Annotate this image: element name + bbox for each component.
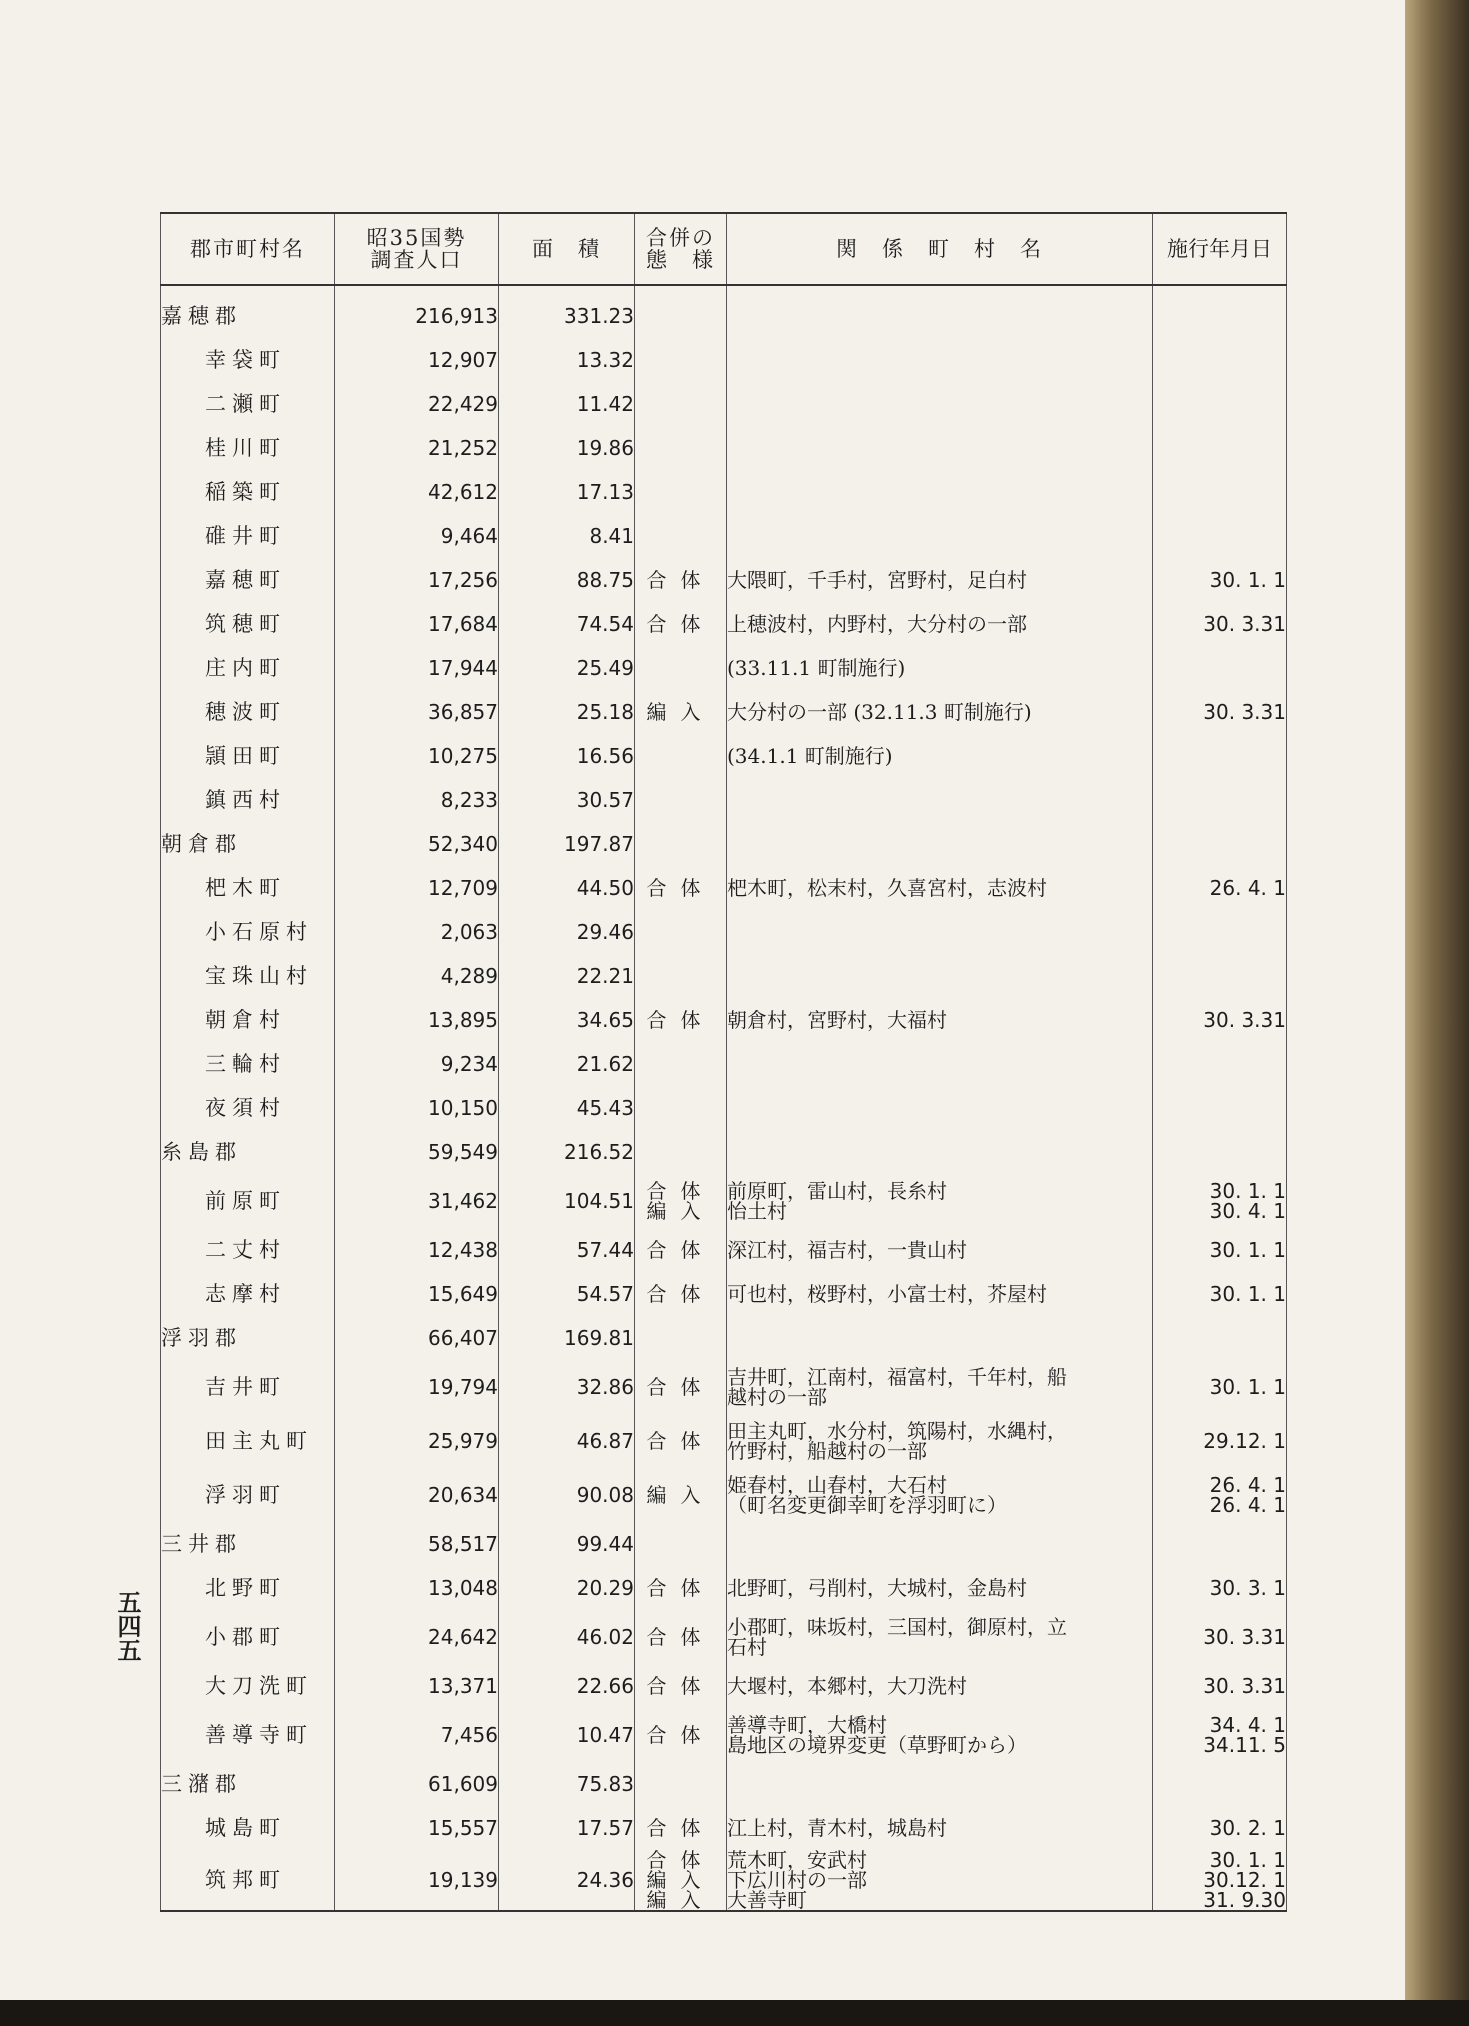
cell-date — [1153, 1522, 1287, 1566]
cell-date: 30. 1. 1 30.12. 1 31. 9.30 — [1153, 1850, 1287, 1911]
cell-name: 碓井町 — [161, 514, 335, 558]
cell-related — [727, 1762, 1153, 1806]
cell-population: 59,549 — [335, 1130, 499, 1174]
merger-table — [160, 212, 1287, 1912]
cell-merger-mode — [635, 1042, 727, 1086]
cell-related — [727, 822, 1153, 866]
cell-area: 30.57 — [499, 778, 635, 822]
table-row — [161, 1708, 1287, 1762]
cell-related: 北野町，弓削村，大城村，金島村 — [727, 1566, 1153, 1610]
cell-date: 30. 3.31 — [1153, 1664, 1287, 1708]
cell-population: 17,256 — [335, 558, 499, 602]
table-row — [161, 1130, 1287, 1174]
cell-date: 30. 3.31 — [1153, 1610, 1287, 1664]
cell-area: 99.44 — [499, 1522, 635, 1566]
cell-name: 小石原村 — [161, 910, 335, 954]
cell-population: 19,139 — [335, 1850, 499, 1911]
cell-related — [727, 426, 1153, 470]
cell-population: 9,464 — [335, 514, 499, 558]
cell-population: 52,340 — [335, 822, 499, 866]
cell-population: 9,234 — [335, 1042, 499, 1086]
cell-related: 大隈町，千手村，宮野村，足白村 — [727, 558, 1153, 602]
cell-area: 45.43 — [499, 1086, 635, 1130]
table-row — [161, 646, 1287, 690]
cell-merger-mode: 合体 — [635, 998, 727, 1042]
cell-name: 二丈村 — [161, 1228, 335, 1272]
cell-population: 2,063 — [335, 910, 499, 954]
cell-population: 13,371 — [335, 1664, 499, 1708]
cell-date — [1153, 954, 1287, 998]
table-row — [161, 338, 1287, 382]
cell-population: 17,944 — [335, 646, 499, 690]
table-row — [161, 602, 1287, 646]
cell-merger-mode — [635, 426, 727, 470]
table-row — [161, 1566, 1287, 1610]
cell-name: 浮羽町 — [161, 1468, 335, 1522]
cell-name: 嘉穂町 — [161, 558, 335, 602]
cell-population: 58,517 — [335, 1522, 499, 1566]
cell-merger-mode: 合体 — [635, 1806, 727, 1850]
cell-date: 30. 1. 1 — [1153, 558, 1287, 602]
cell-merger-mode: 合体 — [635, 602, 727, 646]
cell-date — [1153, 338, 1287, 382]
cell-name: 前原町 — [161, 1174, 335, 1228]
cell-related: (33.11.1 町制施行) — [727, 646, 1153, 690]
table-row — [161, 1360, 1287, 1414]
cell-date: 30. 1. 1 — [1153, 1360, 1287, 1414]
table-header-row — [161, 213, 1287, 285]
cell-merger-mode: 合体 — [635, 1360, 727, 1414]
cell-name: 朝倉郡 — [161, 822, 335, 866]
cell-related — [727, 514, 1153, 558]
cell-area: 19.86 — [499, 426, 635, 470]
cell-date — [1153, 470, 1287, 514]
cell-related: 小郡町，味坂村，三国村，御原村，立 石村 — [727, 1610, 1153, 1664]
cell-date — [1153, 514, 1287, 558]
table-row — [161, 1468, 1287, 1522]
cell-population: 21,252 — [335, 426, 499, 470]
table-row — [161, 998, 1287, 1042]
cell-name: 田主丸町 — [161, 1414, 335, 1468]
table-row — [161, 1086, 1287, 1130]
cell-population: 22,429 — [335, 382, 499, 426]
header-merger-mode: 合併の 態 様 — [635, 213, 727, 285]
header-name: 郡市町村名 — [161, 213, 335, 285]
cell-area: 16.56 — [499, 734, 635, 778]
cell-merger-mode: 合体 編入 編入 — [635, 1850, 727, 1911]
cell-name: 浮羽郡 — [161, 1316, 335, 1360]
cell-merger-mode: 合体 — [635, 558, 727, 602]
cell-related: 杷木町，松末村，久喜宮村，志波村 — [727, 866, 1153, 910]
cell-date: 30. 2. 1 — [1153, 1806, 1287, 1850]
cell-merger-mode — [635, 470, 727, 514]
cell-merger-mode — [635, 734, 727, 778]
cell-name: 三潴郡 — [161, 1762, 335, 1806]
cell-date: 26. 4. 1 26. 4. 1 — [1153, 1468, 1287, 1522]
cell-merger-mode: 合体 — [635, 1228, 727, 1272]
cell-area: 46.02 — [499, 1610, 635, 1664]
cell-name: 嘉穂郡 — [161, 285, 335, 338]
cell-date — [1153, 426, 1287, 470]
cell-name: 糸島郡 — [161, 1130, 335, 1174]
cell-name: 幸袋町 — [161, 338, 335, 382]
cell-related — [727, 910, 1153, 954]
cell-related — [727, 285, 1153, 338]
cell-population: 17,684 — [335, 602, 499, 646]
cell-merger-mode: 編入 — [635, 690, 727, 734]
cell-population: 19,794 — [335, 1360, 499, 1414]
cell-related — [727, 382, 1153, 426]
cell-related: (34.1.1 町制施行) — [727, 734, 1153, 778]
cell-merger-mode — [635, 1522, 727, 1566]
table-row — [161, 514, 1287, 558]
cell-merger-mode: 合体 — [635, 866, 727, 910]
cell-date: 29.12. 1 — [1153, 1414, 1287, 1468]
cell-population: 61,609 — [335, 1762, 499, 1806]
cell-name: 杷木町 — [161, 866, 335, 910]
cell-population: 31,462 — [335, 1174, 499, 1228]
cell-area: 25.49 — [499, 646, 635, 690]
table-row — [161, 822, 1287, 866]
cell-area: 88.75 — [499, 558, 635, 602]
cell-population: 12,709 — [335, 866, 499, 910]
table-row — [161, 1272, 1287, 1316]
cell-related: 深江村，福吉村，一貴山村 — [727, 1228, 1153, 1272]
cell-population: 15,557 — [335, 1806, 499, 1850]
cell-date: 30. 1. 1 — [1153, 1228, 1287, 1272]
cell-merger-mode — [635, 1086, 727, 1130]
cell-population: 66,407 — [335, 1316, 499, 1360]
cell-related: 荒木町，安武村 下広川村の一部 大善寺町 — [727, 1850, 1153, 1911]
cell-merger-mode — [635, 778, 727, 822]
cell-merger-mode — [635, 1316, 727, 1360]
table-row — [161, 382, 1287, 426]
table-row — [161, 1042, 1287, 1086]
cell-area: 25.18 — [499, 690, 635, 734]
cell-name: 三輪村 — [161, 1042, 335, 1086]
cell-date: 30. 3.31 — [1153, 602, 1287, 646]
cell-date — [1153, 1042, 1287, 1086]
cell-population: 20,634 — [335, 1468, 499, 1522]
table-row — [161, 1806, 1287, 1850]
cell-name: 善導寺町 — [161, 1708, 335, 1762]
table-row — [161, 1664, 1287, 1708]
cell-population: 36,857 — [335, 690, 499, 734]
header-effective-date: 施行年月日 — [1153, 213, 1287, 285]
cell-area: 11.42 — [499, 382, 635, 426]
cell-area: 13.32 — [499, 338, 635, 382]
cell-date: 30. 1. 1 30. 4. 1 — [1153, 1174, 1287, 1228]
header-area: 面 積 — [499, 213, 635, 285]
cell-date — [1153, 646, 1287, 690]
cell-merger-mode: 合体 — [635, 1414, 727, 1468]
cell-name: 筑邦町 — [161, 1850, 335, 1911]
table-row — [161, 1316, 1287, 1360]
cell-related — [727, 1042, 1153, 1086]
cell-merger-mode — [635, 1130, 727, 1174]
cell-merger-mode — [635, 822, 727, 866]
cell-date: 30. 1. 1 — [1153, 1272, 1287, 1316]
cell-date — [1153, 822, 1287, 866]
table-row — [161, 866, 1287, 910]
cell-name: 稲築町 — [161, 470, 335, 514]
cell-name: 北野町 — [161, 1566, 335, 1610]
table-row — [161, 1228, 1287, 1272]
table-row — [161, 1610, 1287, 1664]
cell-related — [727, 1316, 1153, 1360]
cell-name: 志摩村 — [161, 1272, 335, 1316]
cell-name: 穂波町 — [161, 690, 335, 734]
cell-date — [1153, 1762, 1287, 1806]
cell-name: 夜須村 — [161, 1086, 335, 1130]
cell-related: 上穂波村，内野村，大分村の一部 — [727, 602, 1153, 646]
cell-population: 8,233 — [335, 778, 499, 822]
cell-merger-mode — [635, 514, 727, 558]
table-row — [161, 558, 1287, 602]
cell-name: 桂川町 — [161, 426, 335, 470]
table-row — [161, 285, 1287, 338]
table-row — [161, 426, 1287, 470]
cell-population: 12,907 — [335, 338, 499, 382]
cell-merger-mode — [635, 1762, 727, 1806]
cell-merger-mode: 合体 — [635, 1566, 727, 1610]
table-row — [161, 1522, 1287, 1566]
cell-name: 庄内町 — [161, 646, 335, 690]
cell-merger-mode: 合体 — [635, 1610, 727, 1664]
cell-name: 城島町 — [161, 1806, 335, 1850]
cell-population: 4,289 — [335, 954, 499, 998]
cell-date: 26. 4. 1 — [1153, 866, 1287, 910]
cell-related: 江上村，青木村，城島村 — [727, 1806, 1153, 1850]
table-row — [161, 1850, 1287, 1911]
table-row — [161, 734, 1287, 778]
cell-date: 30. 3. 1 — [1153, 1566, 1287, 1610]
table-body — [161, 285, 1287, 1911]
cell-area: 24.36 — [499, 1850, 635, 1911]
cell-date: 30. 3.31 — [1153, 690, 1287, 734]
table-row — [161, 910, 1287, 954]
cell-merger-mode: 合体 — [635, 1664, 727, 1708]
cell-area: 34.65 — [499, 998, 635, 1042]
cell-area: 75.83 — [499, 1762, 635, 1806]
cell-merger-mode — [635, 338, 727, 382]
cell-related — [727, 470, 1153, 514]
cell-name: 三井郡 — [161, 1522, 335, 1566]
table-row — [161, 1174, 1287, 1228]
cell-area: 104.51 — [499, 1174, 635, 1228]
cell-date — [1153, 382, 1287, 426]
cell-date: 34. 4. 1 34.11. 5 — [1153, 1708, 1287, 1762]
cell-related — [727, 1086, 1153, 1130]
book-spine-edge — [1405, 0, 1469, 2026]
cell-population: 24,642 — [335, 1610, 499, 1664]
cell-date — [1153, 778, 1287, 822]
cell-population: 10,150 — [335, 1086, 499, 1130]
cell-related: 朝倉村，宮野村，大福村 — [727, 998, 1153, 1042]
page-number — [112, 1590, 142, 1669]
cell-related: 善導寺町，大橋村 島地区の境界変更（草野町から） — [727, 1708, 1153, 1762]
cell-related: 田主丸町，水分村，筑陽村，水縄村， 竹野村，船越村の一部 — [727, 1414, 1153, 1468]
cell-area: 10.47 — [499, 1708, 635, 1762]
table-row — [161, 1414, 1287, 1468]
cell-area: 57.44 — [499, 1228, 635, 1272]
cell-area: 169.81 — [499, 1316, 635, 1360]
cell-related: 前原町，雷山村，長糸村 怡土村 — [727, 1174, 1153, 1228]
cell-name: 筑穂町 — [161, 602, 335, 646]
cell-name: 吉井町 — [161, 1360, 335, 1414]
cell-population: 7,456 — [335, 1708, 499, 1762]
cell-area: 21.62 — [499, 1042, 635, 1086]
cell-population: 12,438 — [335, 1228, 499, 1272]
cell-area: 8.41 — [499, 514, 635, 558]
cell-area: 46.87 — [499, 1414, 635, 1468]
cell-population: 25,979 — [335, 1414, 499, 1468]
cell-related — [727, 338, 1153, 382]
cell-area: 20.29 — [499, 1566, 635, 1610]
cell-related — [727, 954, 1153, 998]
cell-related: 大堰村，本郷村，大刀洗村 — [727, 1664, 1153, 1708]
cell-merger-mode: 編入 — [635, 1468, 727, 1522]
cell-merger-mode: 合体 編入 — [635, 1174, 727, 1228]
table-row — [161, 470, 1287, 514]
cell-related — [727, 1522, 1153, 1566]
cell-merger-mode — [635, 954, 727, 998]
cell-name: 宝珠山村 — [161, 954, 335, 998]
cell-name: 小郡町 — [161, 1610, 335, 1664]
cell-area: 17.13 — [499, 470, 635, 514]
scan-bottom-edge — [0, 2000, 1469, 2026]
cell-area: 74.54 — [499, 602, 635, 646]
table-row — [161, 778, 1287, 822]
cell-date — [1153, 1316, 1287, 1360]
cell-date — [1153, 285, 1287, 338]
cell-name: 鎮西村 — [161, 778, 335, 822]
cell-related — [727, 1130, 1153, 1174]
cell-area: 17.57 — [499, 1806, 635, 1850]
cell-area: 32.86 — [499, 1360, 635, 1414]
cell-area: 197.87 — [499, 822, 635, 866]
cell-area: 22.21 — [499, 954, 635, 998]
cell-population: 216,913 — [335, 285, 499, 338]
table-row — [161, 1762, 1287, 1806]
cell-date — [1153, 1086, 1287, 1130]
cell-area: 22.66 — [499, 1664, 635, 1708]
cell-population: 13,895 — [335, 998, 499, 1042]
cell-related: 大分村の一部 (32.11.3 町制施行) — [727, 690, 1153, 734]
cell-merger-mode — [635, 285, 727, 338]
cell-area: 54.57 — [499, 1272, 635, 1316]
cell-area: 216.52 — [499, 1130, 635, 1174]
cell-merger-mode: 合体 — [635, 1272, 727, 1316]
cell-merger-mode — [635, 646, 727, 690]
cell-date — [1153, 910, 1287, 954]
cell-merger-mode: 合体 — [635, 1708, 727, 1762]
cell-population: 13,048 — [335, 1566, 499, 1610]
page-number-text: 五四五 — [113, 1590, 142, 1662]
cell-population: 10,275 — [335, 734, 499, 778]
cell-name: 二瀬町 — [161, 382, 335, 426]
cell-area: 29.46 — [499, 910, 635, 954]
cell-date — [1153, 734, 1287, 778]
table-row — [161, 954, 1287, 998]
cell-area: 90.08 — [499, 1468, 635, 1522]
cell-related: 吉井町，江南村，福富村，千年村，船 越村の一部 — [727, 1360, 1153, 1414]
cell-name: 朝倉村 — [161, 998, 335, 1042]
cell-name: 大刀洗町 — [161, 1664, 335, 1708]
cell-merger-mode — [635, 910, 727, 954]
cell-related — [727, 778, 1153, 822]
cell-area: 44.50 — [499, 866, 635, 910]
header-population: 昭35国勢 調査人口 — [335, 213, 499, 285]
table-row — [161, 690, 1287, 734]
cell-date — [1153, 1130, 1287, 1174]
cell-merger-mode — [635, 382, 727, 426]
cell-related: 可也村，桜野村，小富士村，芥屋村 — [727, 1272, 1153, 1316]
cell-date: 30. 3.31 — [1153, 998, 1287, 1042]
cell-related: 姫春村，山春村，大石村 （町名変更御幸町を浮羽町に） — [727, 1468, 1153, 1522]
cell-population: 15,649 — [335, 1272, 499, 1316]
cell-population: 42,612 — [335, 470, 499, 514]
header-related-municipalities: 関 係 町 村 名 — [727, 213, 1153, 285]
cell-name: 頴田町 — [161, 734, 335, 778]
cell-area: 331.23 — [499, 285, 635, 338]
